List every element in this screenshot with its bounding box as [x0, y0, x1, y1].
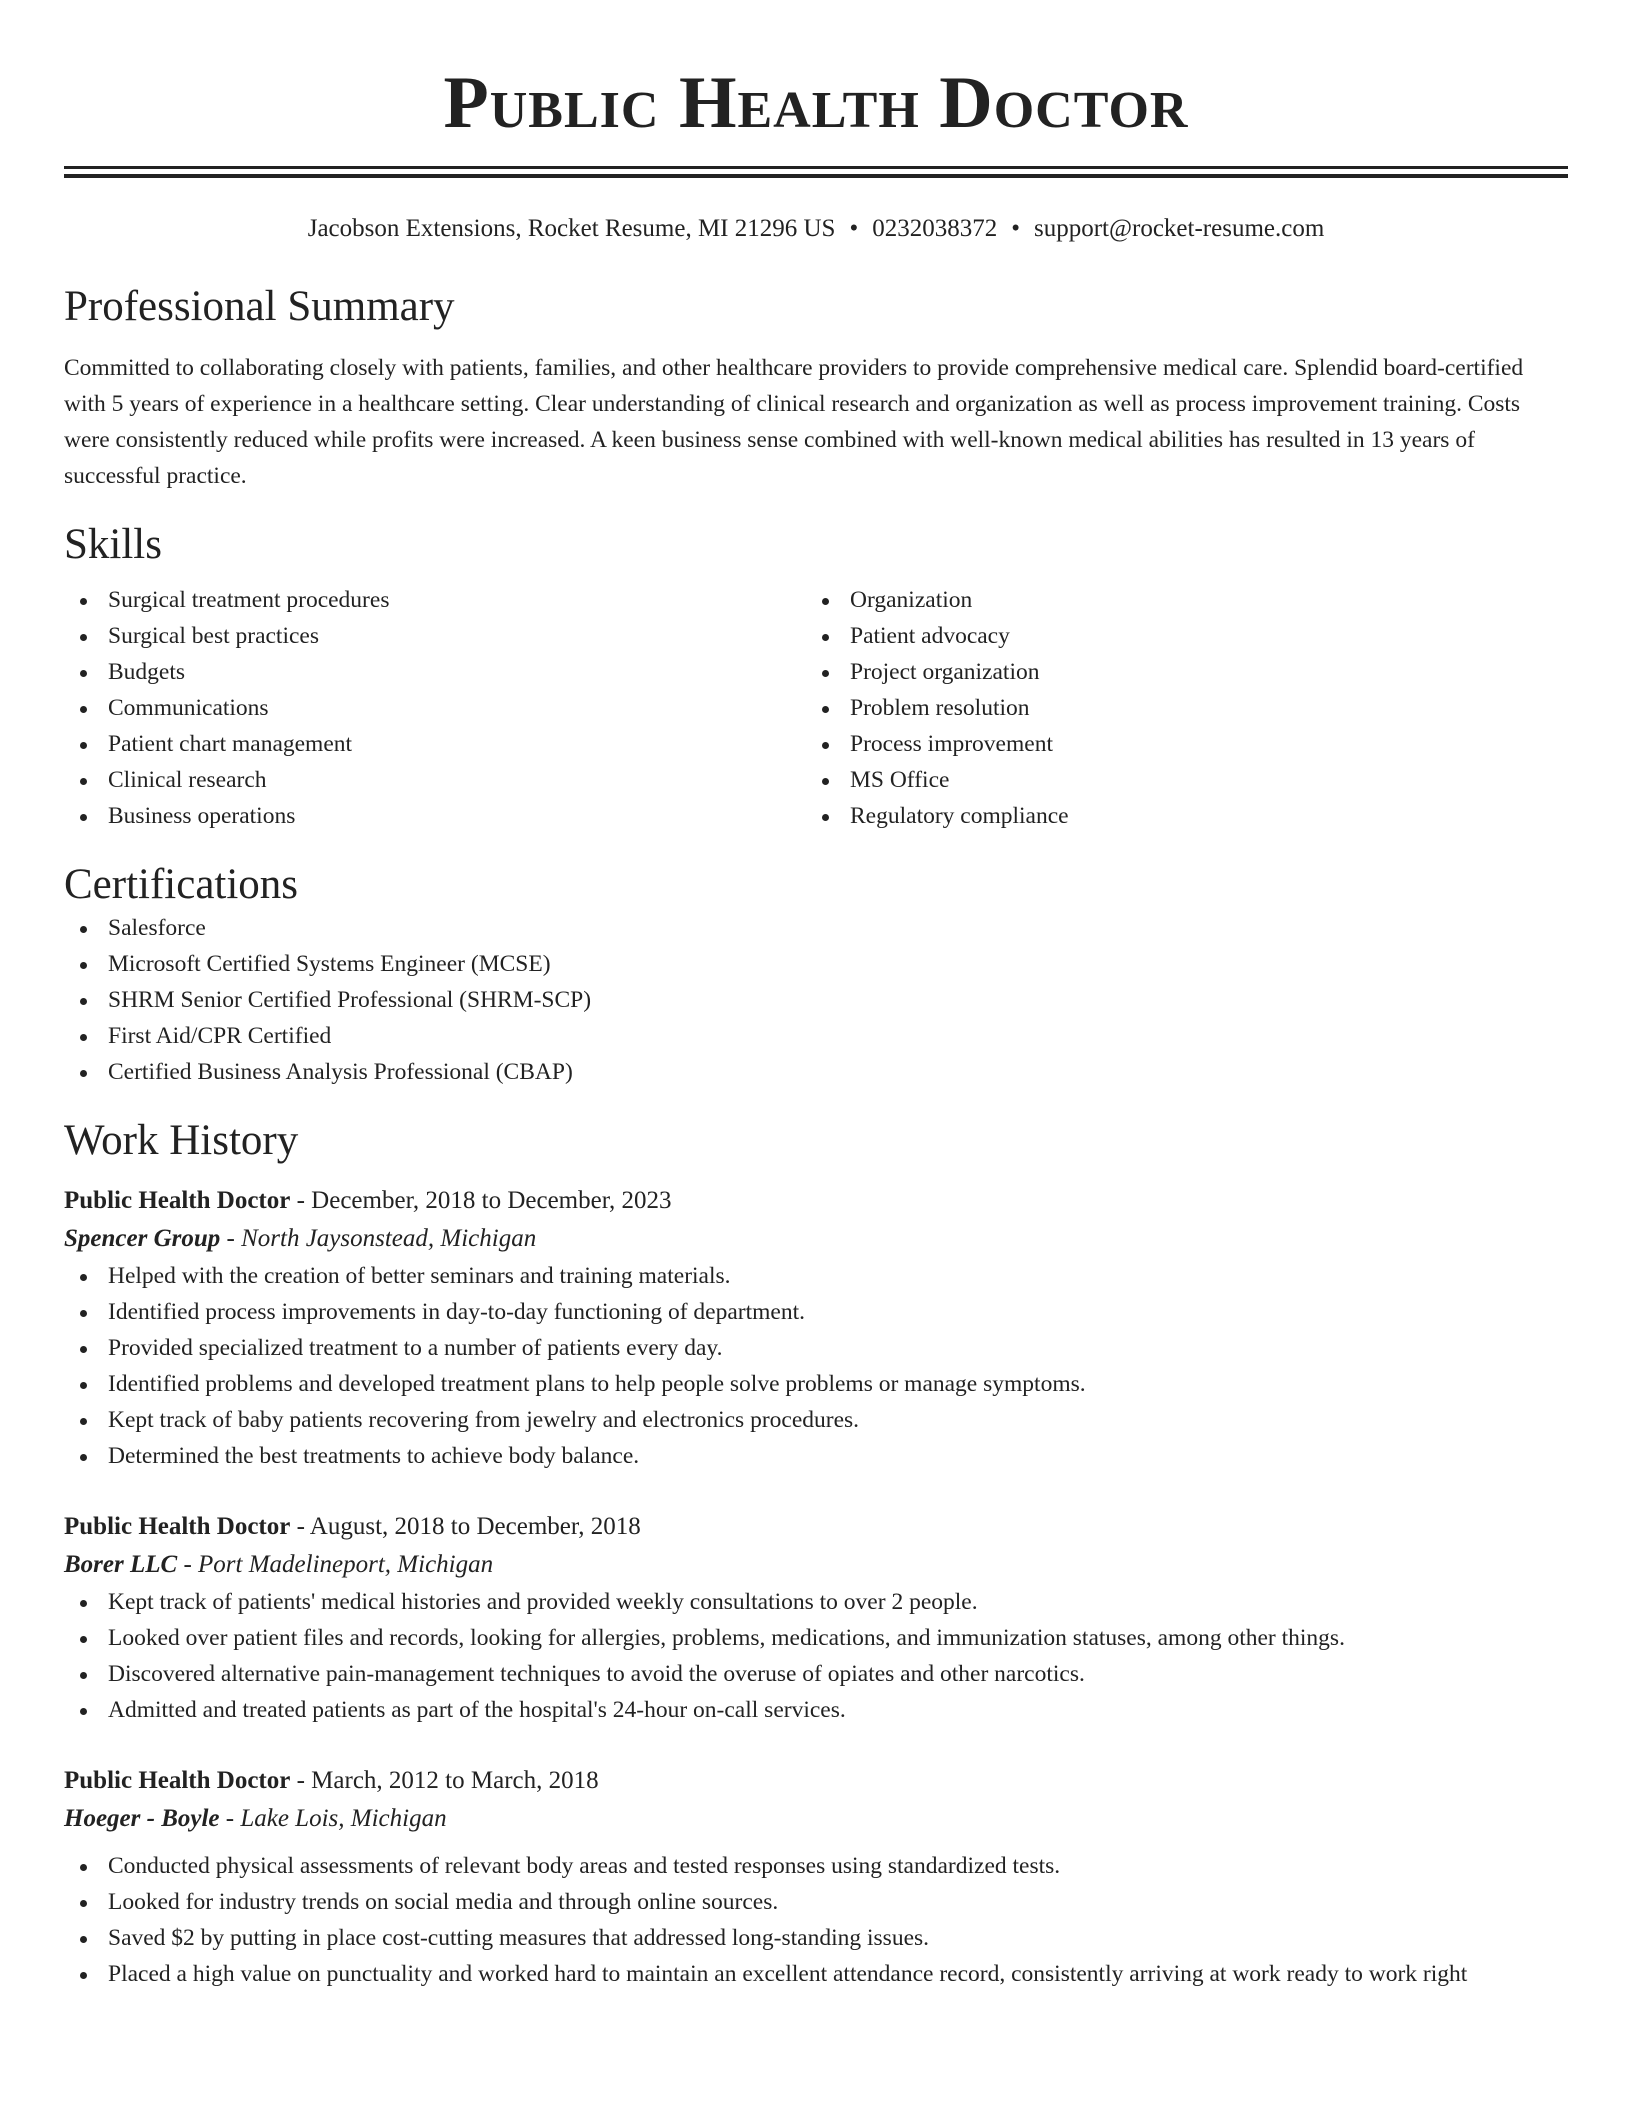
job-dates: - August, 2018 to December, 2018 — [290, 1513, 641, 1540]
job-company: Borer LLC — [64, 1551, 178, 1578]
contact-phone: 0232038372 — [872, 215, 998, 242]
job-dates: - March, 2012 to March, 2018 — [290, 1767, 599, 1794]
job-entry — [64, 1182, 1568, 1474]
job-duty: Identified problems and developed treatment plans to help people solve problems or manage symptoms. — [64, 1366, 1568, 1402]
contact-separator: • — [1011, 215, 1020, 242]
work-history-heading: Work History — [64, 1117, 299, 1164]
job-duties-list — [64, 1584, 1568, 1728]
job-duty: Admitted and treated patients as part of the hospital's 24-hour on-call services. — [64, 1692, 1568, 1728]
certification-item: Certified Business Analysis Professional (CBAP) — [64, 1054, 1568, 1090]
job-duty: Saved $2 by putting in place cost-cutting measures that addressed long-standing issues. — [64, 1920, 1568, 1956]
job-duty: Looked for industry trends on social media and through online sources. — [64, 1884, 1568, 1920]
skill-item: Project organization — [806, 654, 1548, 690]
job-duty: Provided specialized treatment to a number of patients every day. — [64, 1330, 1568, 1366]
job-employer — [64, 1800, 1568, 1838]
certifications-list — [64, 910, 1568, 1090]
skill-item: Clinical research — [64, 762, 806, 798]
skill-item: Process improvement — [806, 726, 1548, 762]
job-employer — [64, 1220, 1568, 1258]
contact-address: Jacobson Extensions, Rocket Resume, MI 21296 US — [307, 215, 836, 242]
skills-grid — [64, 582, 1568, 834]
job-header — [64, 1182, 1568, 1220]
skill-item: Patient advocacy — [806, 618, 1548, 654]
skills-column-right — [806, 582, 1548, 834]
job-title: Public Health Doctor — [64, 1513, 291, 1540]
job-employer — [64, 1546, 1568, 1584]
skill-item: Regulatory compliance — [806, 798, 1548, 834]
resume-title: Public Health Doctor — [443, 62, 1189, 144]
job-duty: Kept track of patients' medical histories and provided weekly consultations to over 2 people. — [64, 1584, 1568, 1620]
contact-email[interactable]: support@rocket-resume.com — [1033, 215, 1325, 242]
job-title: Public Health Doctor — [64, 1187, 291, 1214]
skills-heading: Skills — [64, 521, 162, 568]
skill-item: MS Office — [806, 762, 1548, 798]
certification-item: Salesforce — [64, 910, 1568, 946]
job-duty: Identified process improvements in day-to-day functioning of department. — [64, 1294, 1568, 1330]
job-duty: Kept track of baby patients recovering from jewelry and electronics procedures. — [64, 1402, 1568, 1438]
skills-list-right — [806, 582, 1548, 834]
job-company: Hoeger - Boyle — [64, 1805, 220, 1832]
job-location: - Lake Lois, Michigan — [219, 1805, 447, 1832]
job-duties-list — [64, 1848, 1568, 1992]
certification-item: Microsoft Certified Systems Engineer (MCSE) — [64, 946, 1568, 982]
job-duty: Helped with the creation of better seminars and training materials. — [64, 1258, 1568, 1294]
contact-line — [64, 214, 1568, 244]
skill-item: Budgets — [64, 654, 806, 690]
certification-item: First Aid/CPR Certified — [64, 1018, 1568, 1054]
job-duty: Determined the best treatments to achieve body balance. — [64, 1438, 1568, 1474]
contact-separator: • — [849, 215, 859, 242]
job-entry — [64, 1508, 1568, 1728]
skill-item: Problem resolution — [806, 690, 1548, 726]
job-header — [64, 1508, 1568, 1546]
skill-item: Patient chart management — [64, 726, 806, 762]
skill-item: Business operations — [64, 798, 806, 834]
skill-item: Communications — [64, 690, 806, 726]
job-location: - Port Madelineport, Michigan — [177, 1551, 494, 1578]
job-duties-list — [64, 1258, 1568, 1474]
certifications-heading: Certifications — [64, 861, 299, 908]
job-location: - North Jaysonstead, Michigan — [220, 1225, 537, 1252]
certification-item: SHRM Senior Certified Professional (SHRM-SCP) — [64, 982, 1568, 1018]
skills-column-left — [64, 582, 806, 834]
title-divider — [64, 166, 1568, 178]
job-title: Public Health Doctor — [64, 1767, 291, 1794]
skill-item: Organization — [806, 582, 1548, 618]
job-company: Spencer Group — [64, 1225, 221, 1252]
job-duty: Discovered alternative pain-management techniques to avoid the overuse of opiates and other narcotics. — [64, 1656, 1568, 1692]
job-duty: Conducted physical assessments of relevant body areas and tested responses using standardized tests. — [64, 1848, 1568, 1884]
job-duty: Placed a high value on punctuality and worked hard to maintain an excellent attendance record, consistently arriving at work ready to work right — [64, 1956, 1568, 1992]
job-entry — [64, 1762, 1568, 1992]
resume-page — [64, 0, 1568, 1992]
job-header — [64, 1762, 1568, 1800]
summary-heading: Professional Summary — [64, 283, 455, 330]
job-dates: - December, 2018 to December, 2023 — [290, 1187, 672, 1214]
summary-text: Committed to collaborating closely with patients, families, and other healthcare providers to provide comprehensive medical care. Splendid board-certified with 5 years of experience in a healthcare setting. Clear understanding of clinical research and organization as well as process improvement training. Costs were consistently reduced while profits were increased. A keen business sense combined with well-known medical abilities has resulted in 13 years of successful practice. — [64, 355, 1524, 489]
skills-list-left — [64, 582, 806, 834]
skill-item: Surgical best practices — [64, 618, 806, 654]
job-duty: Looked over patient files and records, looking for allergies, problems, medications, and immunization statuses, among other things. — [64, 1620, 1568, 1656]
skill-item: Surgical treatment procedures — [64, 582, 806, 618]
